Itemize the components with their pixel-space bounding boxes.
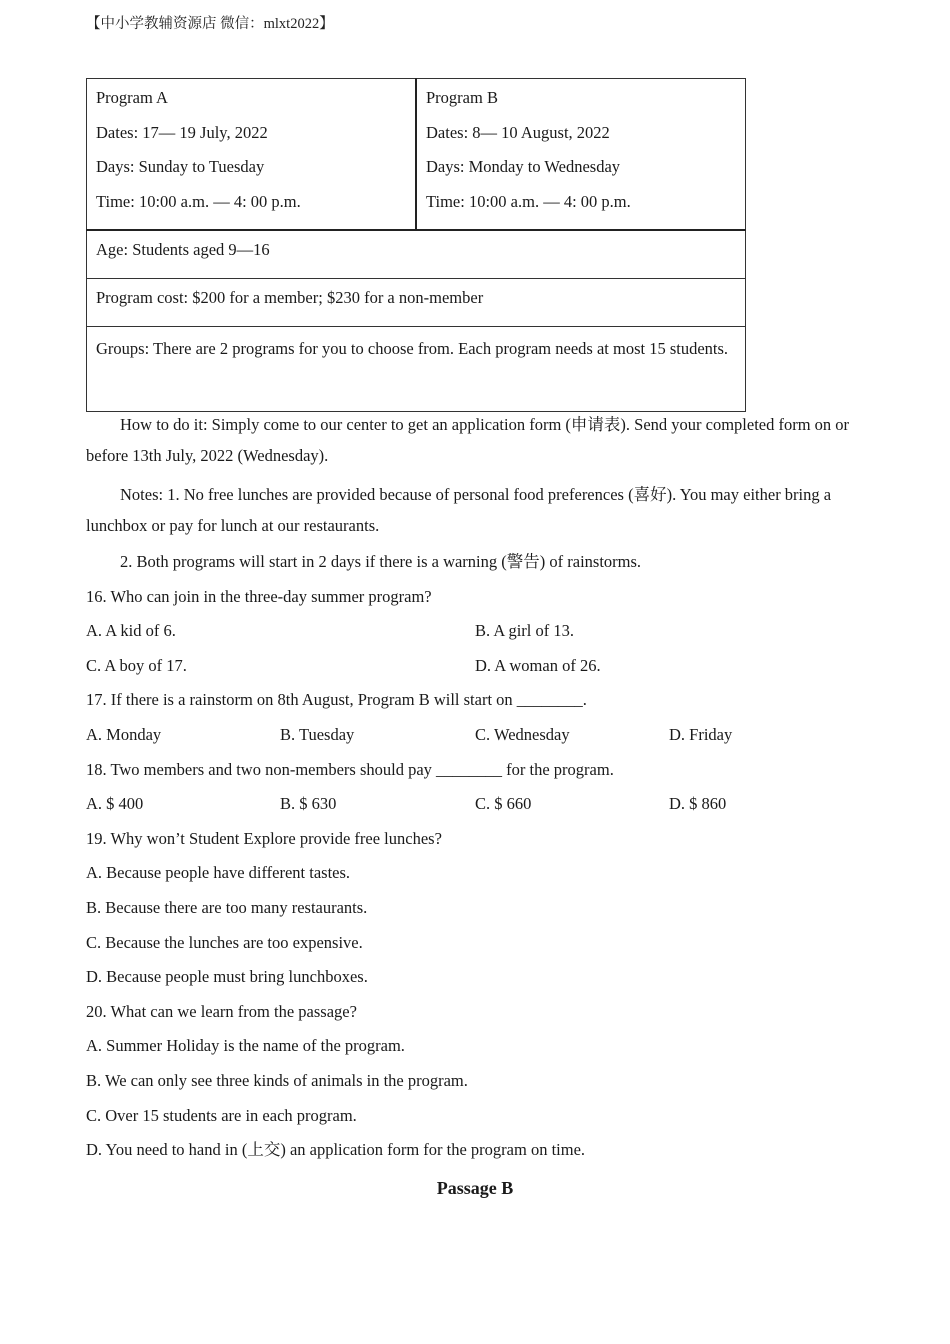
q19-option-a: A. Because people have different tastes. <box>86 863 351 883</box>
q20-option-c: C. Over 15 students are in each program. <box>86 1105 357 1125</box>
q18-option-c: C. $ 660 <box>475 794 532 814</box>
q16-stem: 16. Who can join in the three-day summer program? <box>86 586 432 606</box>
age-row: Age: Students aged 9—16 <box>87 230 746 279</box>
q17-stem: 17. If there is a rainstorm on 8th August, Program B will start on ________. <box>86 690 587 710</box>
groups-row: Groups: There are 2 programs for you to choose from. Each program needs at most 15 students. <box>87 327 746 412</box>
program-a-cell <box>87 79 417 231</box>
q17-options <box>86 720 866 755</box>
document-body <box>86 409 866 1170</box>
q17-option-c: C. Wednesday <box>475 724 570 744</box>
q18-options <box>86 789 866 824</box>
q18-option-a: A. $ 400 <box>86 794 144 814</box>
q16-options-row-2 <box>86 651 866 686</box>
q20-option-a: A. Summer Holiday is the name of the program. <box>86 1036 405 1056</box>
q16-option-a: A. A kid of 6. <box>86 621 176 641</box>
q18-option-b: B. $ 630 <box>280 794 337 814</box>
program-b-title: Program B <box>426 88 498 107</box>
q19-option-d: D. Because people must bring lunchboxes. <box>86 967 368 987</box>
q20-stem: 20. What can we learn from the passage? <box>86 1001 357 1021</box>
q17-option-b: B. Tuesday <box>280 724 355 744</box>
q18-option-d: D. $ 860 <box>669 794 727 814</box>
q16-option-b: B. A girl of 13. <box>475 621 575 641</box>
program-a-time: Time: 10:00 a.m. — 4: 00 p.m. <box>96 191 301 211</box>
note-2-paragraph: 2. Both programs will start in 2 days if there is a warning (警告) of rainstorms. <box>120 552 642 571</box>
program-b-time: Time: 10:00 a.m. — 4: 00 p.m. <box>426 191 631 211</box>
q20-option-d: D. You need to hand in (上交) an application form for the program on time. <box>86 1140 586 1160</box>
program-info-table <box>86 78 746 412</box>
program-b-cell <box>416 79 746 231</box>
program-a-title: Program A <box>96 88 168 107</box>
q16-option-c: C. A boy of 17. <box>86 655 187 675</box>
program-a-dates: Dates: 17— 19 July, 2022 <box>96 122 268 142</box>
q16-options-row-1 <box>86 616 866 651</box>
header-note: 【中小学教辅资源店 微信：mlxt2022】 <box>86 16 334 32</box>
q19-stem: 19. Why won’t Student Explore provide free lunches? <box>86 828 442 848</box>
passage-b-title: Passage B <box>436 1178 514 1198</box>
q17-option-a: A. Monday <box>86 724 162 744</box>
q20-option-b: B. We can only see three kinds of animals in the program. <box>86 1070 468 1090</box>
q17-option-d: D. Friday <box>669 724 733 744</box>
q18-stem: 18. Two members and two non-members should pay ________ for the program. <box>86 759 614 779</box>
how-to-paragraph: How to do it: Simply come to our center to get an application form (申请表). Send your completed form on or before 13th July, 2022 (Wednesday). <box>86 415 850 465</box>
q16-option-d: D. A woman of 26. <box>475 655 601 675</box>
note-1-paragraph: Notes: 1. No free lunches are provided because of personal food preferences (喜好). You may either bring a lunchbox or pay for lunch at our restaurants. <box>86 485 832 535</box>
program-b-dates: Dates: 8— 10 August, 2022 <box>426 122 610 142</box>
cost-row: Program cost: $200 for a member; $230 for a non-member <box>87 279 746 327</box>
q19-option-b: B. Because there are too many restaurants. <box>86 897 368 917</box>
program-a-days: Days: Sunday to Tuesday <box>96 157 265 176</box>
program-b-days: Days: Monday to Wednesday <box>426 157 621 176</box>
q19-option-c: C. Because the lunches are too expensive. <box>86 932 363 952</box>
